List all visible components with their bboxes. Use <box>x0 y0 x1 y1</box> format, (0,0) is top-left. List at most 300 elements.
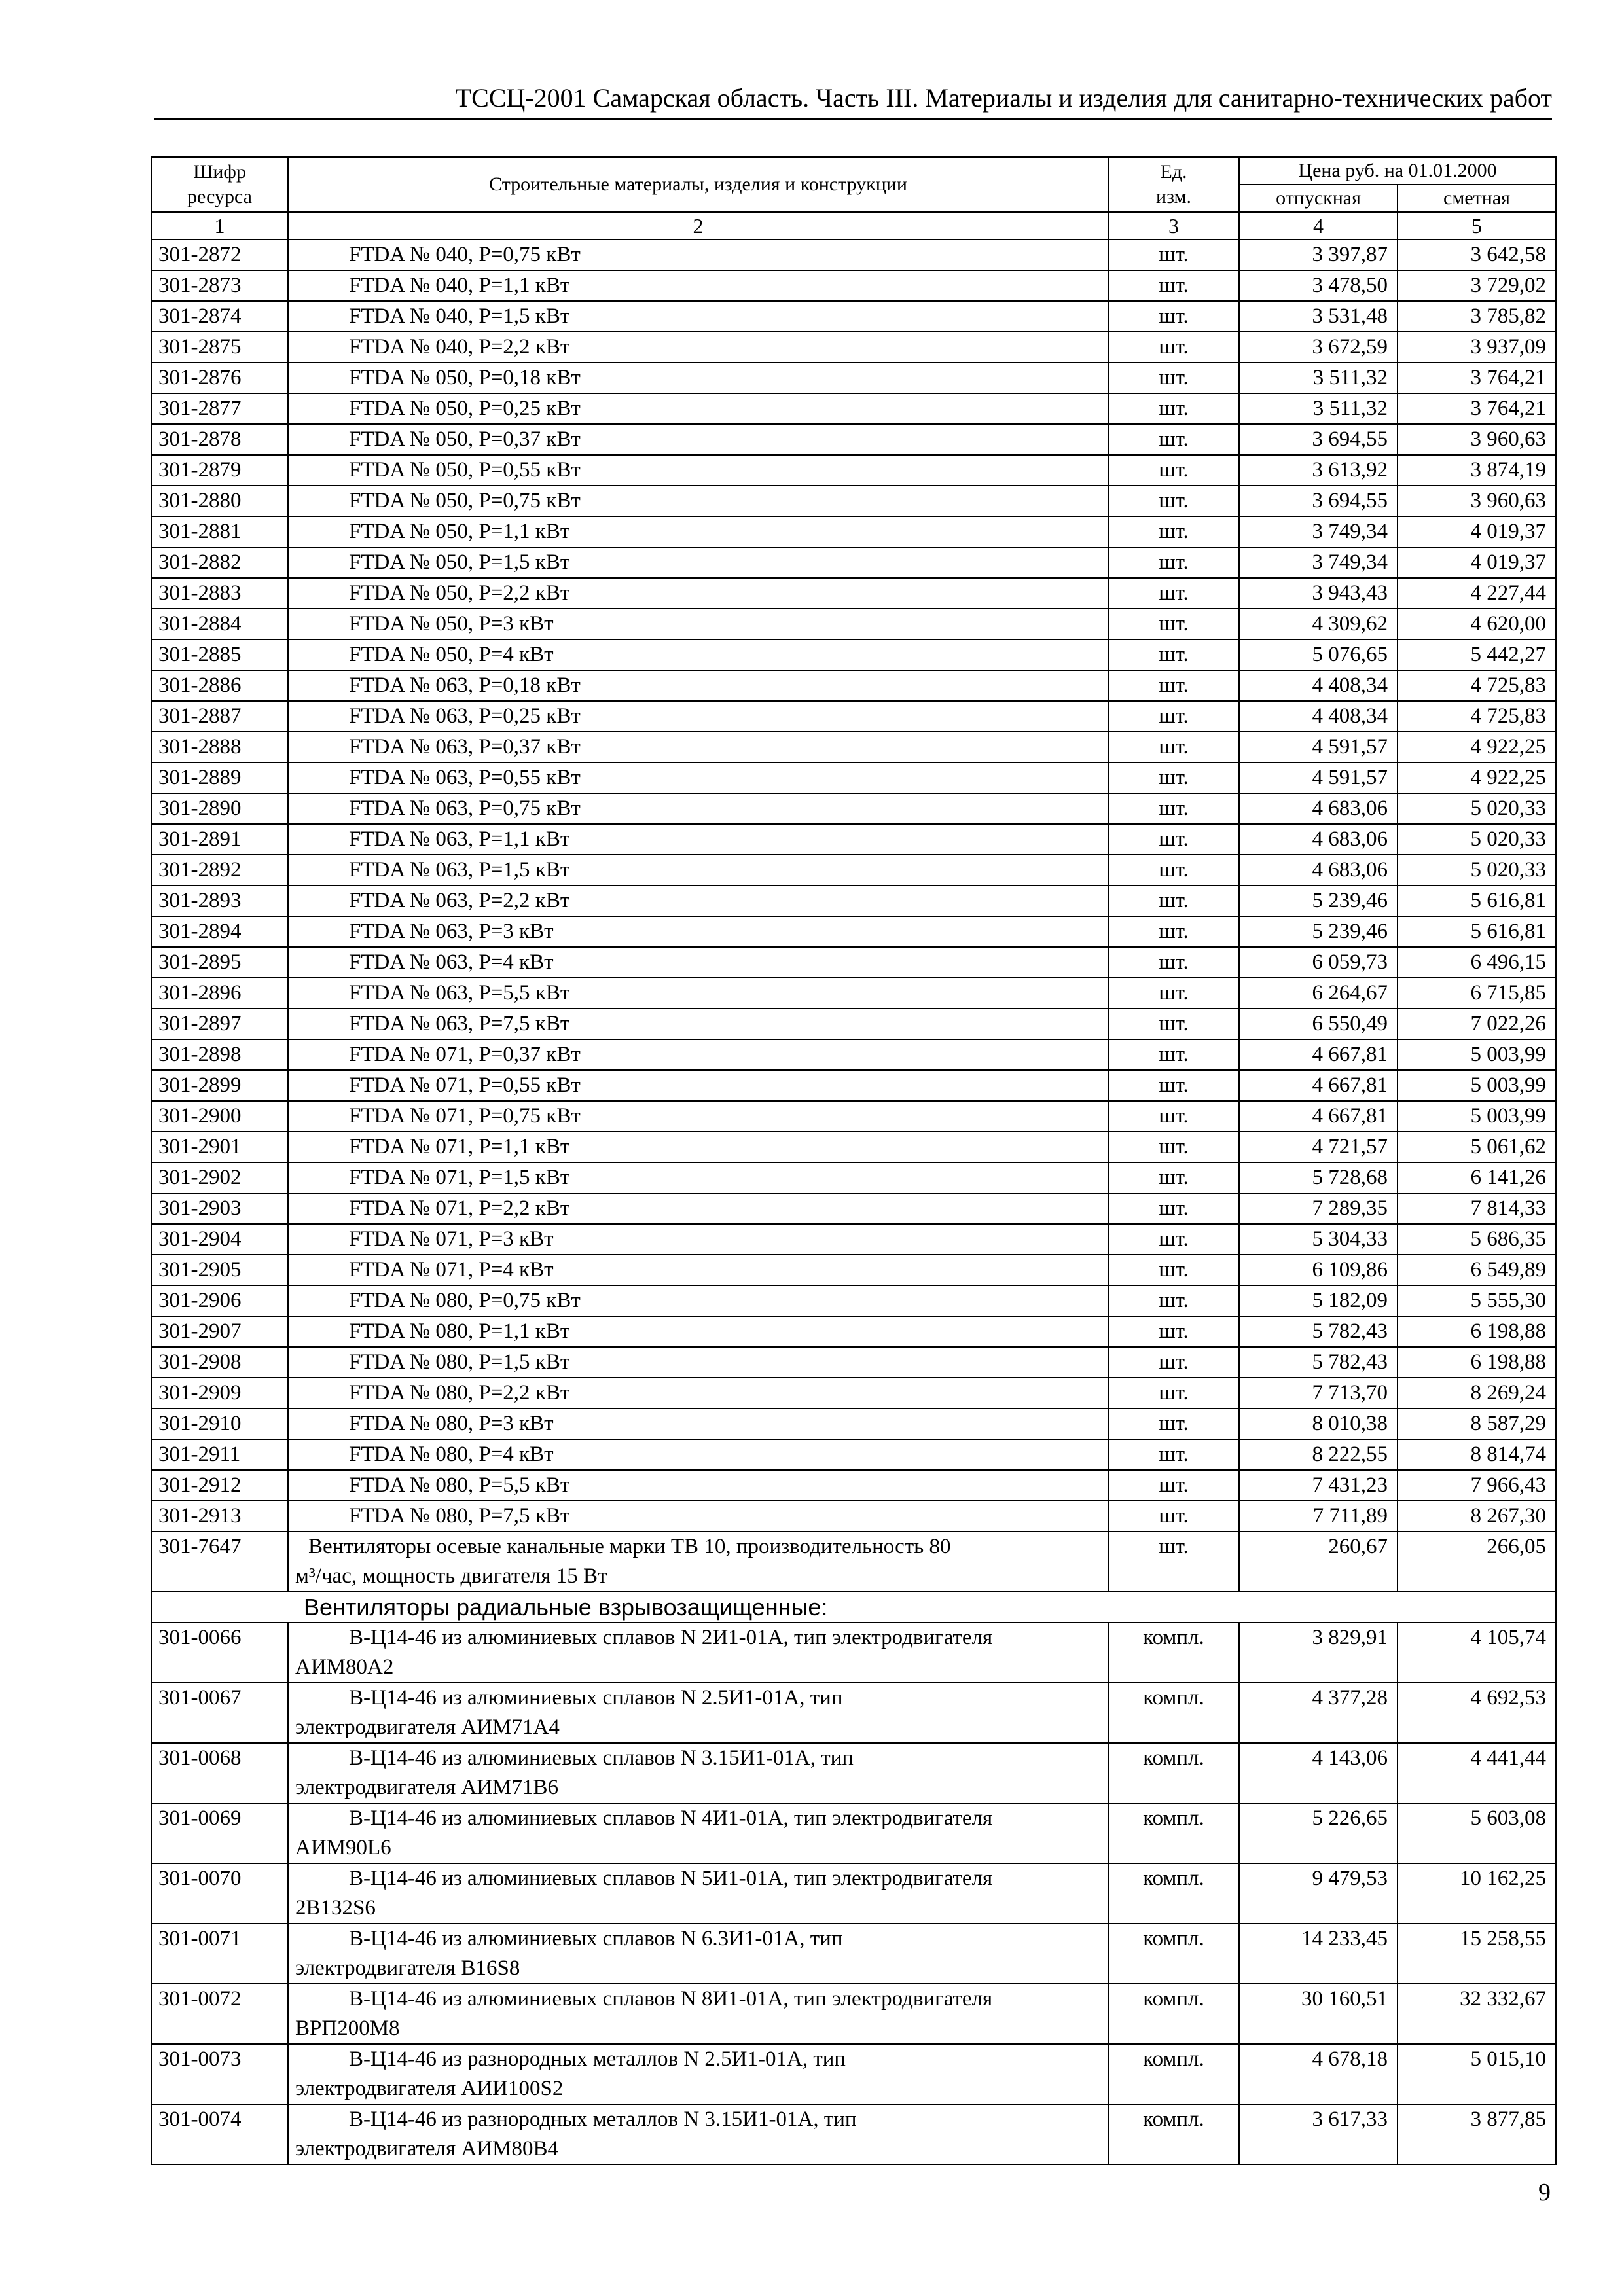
material-name-text: FTDA № 071, P=4 кВт <box>349 1258 554 1282</box>
material-name <box>288 1224 1108 1255</box>
estimate-price: 5 020,33 <box>1398 793 1556 824</box>
material-name-text: FTDA № 080, P=2,2 кВт <box>349 1381 570 1405</box>
unit: шт. <box>1108 240 1239 270</box>
unit: шт. <box>1108 455 1239 486</box>
release-price: 3 749,34 <box>1239 547 1398 578</box>
resource-code: 301-2906 <box>151 1285 288 1316</box>
estimate-price: 8 269,24 <box>1398 1378 1556 1408</box>
material-name-text: FTDA № 071, P=1,1 кВт <box>349 1135 570 1158</box>
material-name-text: FTDA № 050, P=0,25 кВт <box>349 397 581 420</box>
estimate-price: 6 715,85 <box>1398 978 1556 1009</box>
table-row-radial <box>151 1863 1556 1924</box>
release-price: 3 511,32 <box>1239 393 1398 424</box>
resource-code: 301-0066 <box>151 1623 288 1683</box>
estimate-price: 3 785,82 <box>1398 301 1556 332</box>
resource-code: 301-0074 <box>151 2104 288 2164</box>
material-name <box>288 670 1108 701</box>
table-row <box>151 1470 1556 1501</box>
material-name-text: FTDA № 080, P=3 кВт <box>349 1412 554 1435</box>
header-colnum-3: 3 <box>1108 212 1239 240</box>
material-name <box>288 393 1108 424</box>
material-name <box>288 1743 1108 1803</box>
table-row <box>151 1316 1556 1347</box>
unit: шт. <box>1108 639 1239 670</box>
header-code <box>151 157 288 212</box>
material-name <box>288 762 1108 793</box>
material-name-text: FTDA № 071, P=0,75 кВт <box>349 1104 581 1128</box>
material-name-text: FTDA № 071, P=0,37 кВт <box>349 1043 581 1066</box>
estimate-price: 7 966,43 <box>1398 1470 1556 1501</box>
unit: шт. <box>1108 916 1239 947</box>
unit: шт. <box>1108 1408 1239 1439</box>
release-price: 3 829,91 <box>1239 1623 1398 1683</box>
material-name-text: FTDA № 050, P=1,1 кВт <box>349 520 570 543</box>
header-unit <box>1108 157 1239 212</box>
material-name-text: FTDA № 050, P=0,18 кВт <box>349 366 581 389</box>
table-row <box>151 855 1556 886</box>
resource-code: 301-0069 <box>151 1803 288 1863</box>
table-row-radial <box>151 1984 1556 2044</box>
material-name <box>288 916 1108 947</box>
table-row <box>151 886 1556 916</box>
resource-code: 301-2908 <box>151 1347 288 1378</box>
table-row <box>151 332 1556 363</box>
material-name-line1: В-Ц14-46 из разнородных металлов N 2.5И1-01А, тип <box>349 2047 846 2071</box>
estimate-price: 8 814,74 <box>1398 1439 1556 1470</box>
material-name-text: FTDA № 071, P=0,55 кВт <box>349 1073 581 1097</box>
material-name <box>288 1984 1108 2044</box>
resource-code: 301-2899 <box>151 1070 288 1101</box>
material-name <box>288 1193 1108 1224</box>
estimate-price: 6 198,88 <box>1398 1316 1556 1347</box>
material-name-line1: В-Ц14-46 из алюминиевых сплавов N 3.15И1-01А, тип <box>349 1746 854 1770</box>
table-body <box>151 240 1556 2164</box>
header-price-release: отпускная <box>1239 185 1398 212</box>
table-row-radial <box>151 2104 1556 2164</box>
material-name-line1: В-Ц14-46 из алюминиевых сплавов N 8И1-01А, тип электродвигателя <box>349 1987 993 2011</box>
unit: шт. <box>1108 1039 1239 1070</box>
material-name <box>288 332 1108 363</box>
material-name <box>288 1863 1108 1924</box>
resource-code: 301-2883 <box>151 578 288 609</box>
estimate-price: 4 441,44 <box>1398 1743 1556 1803</box>
unit: шт. <box>1108 301 1239 332</box>
header-price-group: Цена руб. на 01.01.2000 <box>1239 157 1556 185</box>
resource-code: 301-2893 <box>151 886 288 916</box>
resource-code: 301-0072 <box>151 1984 288 2044</box>
material-name-text: FTDA № 050, P=2,2 кВт <box>349 581 570 605</box>
material-name-text: FTDA № 063, P=5,5 кВт <box>349 981 570 1005</box>
fan-name-line2: м³/час, мощность двигателя 15 Вт <box>295 1564 607 1588</box>
release-price: 4 591,57 <box>1239 762 1398 793</box>
release-price: 8 222,55 <box>1239 1439 1398 1470</box>
material-name <box>288 547 1108 578</box>
material-name-line2: электродвигателя АИМ71В6 <box>295 1776 558 1799</box>
material-name <box>288 947 1108 978</box>
material-name <box>288 1101 1108 1132</box>
resource-code: 301-2889 <box>151 762 288 793</box>
material-name <box>288 1501 1108 1532</box>
table-row-radial <box>151 1743 1556 1803</box>
material-name <box>288 1378 1108 1408</box>
material-name-text: FTDA № 040, P=1,5 кВт <box>349 304 570 328</box>
material-name <box>288 270 1108 301</box>
price-table <box>151 156 1557 2165</box>
table-row <box>151 578 1556 609</box>
resource-code: 301-2895 <box>151 947 288 978</box>
material-name <box>288 2104 1108 2164</box>
resource-code: 301-2874 <box>151 301 288 332</box>
unit: компл. <box>1108 1743 1239 1803</box>
table-row <box>151 1501 1556 1532</box>
fan-code: 301-7647 <box>151 1532 288 1592</box>
release-price: 6 264,67 <box>1239 978 1398 1009</box>
material-name <box>288 1803 1108 1863</box>
table-row <box>151 516 1556 547</box>
unit: шт. <box>1108 1162 1239 1193</box>
material-name-text: FTDA № 080, P=7,5 кВт <box>349 1504 570 1528</box>
table-header <box>151 157 1556 240</box>
material-name-line1: В-Ц14-46 из разнородных металлов N 3.15И1-01А, тип <box>349 2108 857 2131</box>
material-name <box>288 1623 1108 1683</box>
section-title: Вентиляторы радиальные взрывозащищенные: <box>151 1592 1556 1623</box>
fan-unit: шт. <box>1108 1532 1239 1592</box>
material-name <box>288 1408 1108 1439</box>
resource-code: 301-0070 <box>151 1863 288 1924</box>
unit: шт. <box>1108 486 1239 516</box>
estimate-price: 6 141,26 <box>1398 1162 1556 1193</box>
table-row <box>151 424 1556 455</box>
unit: шт. <box>1108 1009 1239 1039</box>
table-row <box>151 1255 1556 1285</box>
estimate-price: 5 686,35 <box>1398 1224 1556 1255</box>
resource-code: 301-2905 <box>151 1255 288 1285</box>
material-name <box>288 516 1108 547</box>
page-number: 9 <box>1538 2179 1551 2206</box>
resource-code: 301-0071 <box>151 1924 288 1984</box>
estimate-price: 5 015,10 <box>1398 2044 1556 2104</box>
resource-code: 301-0068 <box>151 1743 288 1803</box>
resource-code: 301-2902 <box>151 1162 288 1193</box>
release-price: 3 672,59 <box>1239 332 1398 363</box>
material-name <box>288 886 1108 916</box>
unit: шт. <box>1108 824 1239 855</box>
release-price: 6 109,86 <box>1239 1255 1398 1285</box>
estimate-price: 6 496,15 <box>1398 947 1556 978</box>
material-name <box>288 1132 1108 1162</box>
unit: шт. <box>1108 1070 1239 1101</box>
table-row <box>151 1347 1556 1378</box>
release-price: 3 943,43 <box>1239 578 1398 609</box>
header-rule <box>154 118 1552 120</box>
material-name-text: FTDA № 040, P=1,1 кВт <box>349 274 570 297</box>
unit: компл. <box>1108 1984 1239 2044</box>
table-row <box>151 1193 1556 1224</box>
header-colnum-4: 4 <box>1239 212 1398 240</box>
estimate-price: 5 020,33 <box>1398 824 1556 855</box>
table-row <box>151 270 1556 301</box>
material-name-text: FTDA № 080, P=1,5 кВт <box>349 1350 570 1374</box>
table-row <box>151 670 1556 701</box>
release-price: 5 182,09 <box>1239 1285 1398 1316</box>
material-name-text: FTDA № 063, P=0,25 кВт <box>349 704 581 728</box>
table-row <box>151 762 1556 793</box>
material-name-line1: В-Ц14-46 из алюминиевых сплавов N 6.3И1-01А, тип <box>349 1927 843 1950</box>
table-row <box>151 1039 1556 1070</box>
table-row <box>151 824 1556 855</box>
resource-code: 301-2872 <box>151 240 288 270</box>
fan-name <box>288 1532 1108 1592</box>
table-row <box>151 947 1556 978</box>
estimate-price: 5 616,81 <box>1398 886 1556 916</box>
material-name-line1: В-Ц14-46 из алюминиевых сплавов N 2И1-01А, тип электродвигателя <box>349 1626 993 1649</box>
resource-code: 301-2882 <box>151 547 288 578</box>
material-name <box>288 978 1108 1009</box>
table-row <box>151 916 1556 947</box>
fan-estimate-price: 266,05 <box>1398 1532 1556 1592</box>
release-price: 4 721,57 <box>1239 1132 1398 1162</box>
release-price: 4 143,06 <box>1239 1743 1398 1803</box>
material-name-text: FTDA № 063, P=3 кВт <box>349 920 554 943</box>
header-unit-line1: Ед. <box>1160 161 1187 183</box>
resource-code: 301-2896 <box>151 978 288 1009</box>
table-row <box>151 1132 1556 1162</box>
header-colnum-5: 5 <box>1398 212 1556 240</box>
material-name-text: FTDA № 050, P=0,75 кВт <box>349 489 581 512</box>
table-row <box>151 1224 1556 1255</box>
unit: компл. <box>1108 2104 1239 2164</box>
estimate-price: 5 003,99 <box>1398 1070 1556 1101</box>
material-name <box>288 1009 1108 1039</box>
header-colnum-1: 1 <box>151 212 288 240</box>
release-price: 3 531,48 <box>1239 301 1398 332</box>
table-row <box>151 1285 1556 1316</box>
resource-code: 301-2894 <box>151 916 288 947</box>
fan-release-price: 260,67 <box>1239 1532 1398 1592</box>
estimate-price: 4 227,44 <box>1398 578 1556 609</box>
resource-code: 301-2884 <box>151 609 288 639</box>
material-name-line1: В-Ц14-46 из алюминиевых сплавов N 4И1-01А, тип электродвигателя <box>349 1806 993 1830</box>
release-price: 4 667,81 <box>1239 1039 1398 1070</box>
estimate-price: 4 019,37 <box>1398 516 1556 547</box>
material-name-text: FTDA № 050, P=0,37 кВт <box>349 427 581 451</box>
estimate-price: 4 922,25 <box>1398 762 1556 793</box>
estimate-price: 5 003,99 <box>1398 1101 1556 1132</box>
unit: шт. <box>1108 1501 1239 1532</box>
table-row-radial <box>151 2044 1556 2104</box>
unit: шт. <box>1108 270 1239 301</box>
material-name-text: FTDA № 071, P=2,2 кВт <box>349 1196 570 1220</box>
unit: шт. <box>1108 393 1239 424</box>
material-name-text: FTDA № 063, P=2,2 кВт <box>349 889 570 912</box>
material-name-text: FTDA № 063, P=0,37 кВт <box>349 735 581 759</box>
material-name <box>288 2044 1108 2104</box>
material-name-line2: АИМ90L6 <box>295 1836 391 1859</box>
estimate-price: 3 764,21 <box>1398 363 1556 393</box>
unit: шт. <box>1108 1101 1239 1132</box>
unit: компл. <box>1108 1924 1239 1984</box>
resource-code: 301-2887 <box>151 701 288 732</box>
estimate-price: 4 620,00 <box>1398 609 1556 639</box>
unit: шт. <box>1108 1378 1239 1408</box>
table-row <box>151 1070 1556 1101</box>
material-name <box>288 793 1108 824</box>
resource-code: 301-2890 <box>151 793 288 824</box>
resource-code: 301-2911 <box>151 1439 288 1470</box>
resource-code: 301-2879 <box>151 455 288 486</box>
release-price: 6 059,73 <box>1239 947 1398 978</box>
release-price: 4 309,62 <box>1239 609 1398 639</box>
unit: шт. <box>1108 1316 1239 1347</box>
release-price: 4 683,06 <box>1239 793 1398 824</box>
unit: шт. <box>1108 732 1239 762</box>
estimate-price: 15 258,55 <box>1398 1924 1556 1984</box>
resource-code: 301-2886 <box>151 670 288 701</box>
estimate-price: 8 587,29 <box>1398 1408 1556 1439</box>
resource-code: 301-2900 <box>151 1101 288 1132</box>
unit: шт. <box>1108 1439 1239 1470</box>
material-name-line2: электродвигателя АИМ80В4 <box>295 2137 558 2161</box>
release-price: 6 550,49 <box>1239 1009 1398 1039</box>
resource-code: 301-2912 <box>151 1470 288 1501</box>
estimate-price: 3 960,63 <box>1398 424 1556 455</box>
material-name-text: FTDA № 063, P=0,18 кВт <box>349 673 581 697</box>
material-name <box>288 855 1108 886</box>
material-name <box>288 701 1108 732</box>
resource-code: 301-2910 <box>151 1408 288 1439</box>
unit: шт. <box>1108 793 1239 824</box>
release-price: 7 713,70 <box>1239 1378 1398 1408</box>
unit: шт. <box>1108 1132 1239 1162</box>
material-name <box>288 1316 1108 1347</box>
material-name-line2: электродвигателя АИИ100S2 <box>295 2077 564 2100</box>
estimate-price: 5 020,33 <box>1398 855 1556 886</box>
estimate-price: 4 692,53 <box>1398 1683 1556 1743</box>
resource-code: 301-2901 <box>151 1132 288 1162</box>
material-name-text: FTDA № 071, P=1,5 кВт <box>349 1166 570 1189</box>
material-name-text: FTDA № 080, P=1,1 кВт <box>349 1319 570 1343</box>
resource-code: 301-2877 <box>151 393 288 424</box>
table-row-radial <box>151 1683 1556 1743</box>
unit: шт. <box>1108 516 1239 547</box>
release-price: 5 304,33 <box>1239 1224 1398 1255</box>
table-row <box>151 486 1556 516</box>
estimate-price: 7 814,33 <box>1398 1193 1556 1224</box>
material-name-line1: В-Ц14-46 из алюминиевых сплавов N 2.5И1-01А, тип <box>349 1686 843 1710</box>
table-row <box>151 1408 1556 1439</box>
estimate-price: 5 442,27 <box>1398 639 1556 670</box>
material-name <box>288 424 1108 455</box>
table-row <box>151 793 1556 824</box>
table-row <box>151 609 1556 639</box>
material-name-text: FTDA № 040, P=2,2 кВт <box>349 335 570 359</box>
resource-code: 301-2878 <box>151 424 288 455</box>
material-name-text: FTDA № 063, P=0,75 кВт <box>349 797 581 820</box>
release-price: 5 782,43 <box>1239 1316 1398 1347</box>
estimate-price: 3 877,85 <box>1398 2104 1556 2164</box>
header-unit-line2: изм. <box>1156 186 1191 207</box>
release-price: 3 511,32 <box>1239 363 1398 393</box>
release-price: 5 226,65 <box>1239 1803 1398 1863</box>
material-name <box>288 1285 1108 1316</box>
release-price: 4 678,18 <box>1239 2044 1398 2104</box>
material-name-line2: 2В132S6 <box>295 1896 376 1920</box>
table-row <box>151 1162 1556 1193</box>
material-name <box>288 1439 1108 1470</box>
estimate-price: 4 725,83 <box>1398 701 1556 732</box>
material-name <box>288 609 1108 639</box>
release-price: 5 239,46 <box>1239 886 1398 916</box>
material-name-text: FTDA № 050, P=1,5 кВт <box>349 550 570 574</box>
material-name-text: FTDA № 063, P=4 кВт <box>349 950 554 974</box>
table-row <box>151 1378 1556 1408</box>
resource-code: 301-2881 <box>151 516 288 547</box>
resource-code: 301-2876 <box>151 363 288 393</box>
unit: компл. <box>1108 1683 1239 1743</box>
table-row <box>151 1439 1556 1470</box>
unit: шт. <box>1108 332 1239 363</box>
material-name-line1: В-Ц14-46 из алюминиевых сплавов N 5И1-01А, тип электродвигателя <box>349 1867 993 1890</box>
table-row-radial <box>151 1924 1556 1984</box>
table-row <box>151 1101 1556 1132</box>
estimate-price: 6 198,88 <box>1398 1347 1556 1378</box>
material-name-text: FTDA № 050, P=0,55 кВт <box>349 458 581 482</box>
unit: компл. <box>1108 1803 1239 1863</box>
unit: шт. <box>1108 1347 1239 1378</box>
release-price: 4 667,81 <box>1239 1101 1398 1132</box>
table-row-fan <box>151 1532 1556 1592</box>
unit: шт. <box>1108 762 1239 793</box>
material-name-text: FTDA № 050, P=3 кВт <box>349 612 554 636</box>
table-row-radial <box>151 1623 1556 1683</box>
release-price: 14 233,45 <box>1239 1924 1398 1984</box>
unit: шт. <box>1108 363 1239 393</box>
table-row <box>151 732 1556 762</box>
material-name <box>288 578 1108 609</box>
release-price: 3 749,34 <box>1239 516 1398 547</box>
estimate-price: 4 019,37 <box>1398 547 1556 578</box>
header-code-line1: Шифр <box>193 161 246 183</box>
resource-code: 301-0073 <box>151 2044 288 2104</box>
table-row <box>151 639 1556 670</box>
header-colnum-2: 2 <box>288 212 1108 240</box>
material-name <box>288 363 1108 393</box>
unit: шт. <box>1108 578 1239 609</box>
resource-code: 301-2875 <box>151 332 288 363</box>
estimate-price: 3 729,02 <box>1398 270 1556 301</box>
material-name <box>288 240 1108 270</box>
material-name <box>288 486 1108 516</box>
resource-code: 301-2873 <box>151 270 288 301</box>
table-row-radial <box>151 1803 1556 1863</box>
unit: шт. <box>1108 424 1239 455</box>
release-price: 3 617,33 <box>1239 2104 1398 2164</box>
resource-code: 301-2904 <box>151 1224 288 1255</box>
release-price: 4 377,28 <box>1239 1683 1398 1743</box>
material-name-line2: электродвигателя АИМ71А4 <box>295 1715 560 1739</box>
estimate-price: 5 061,62 <box>1398 1132 1556 1162</box>
material-name <box>288 1039 1108 1070</box>
resource-code: 301-2903 <box>151 1193 288 1224</box>
table-row <box>151 363 1556 393</box>
section-row <box>151 1592 1556 1623</box>
release-price: 5 076,65 <box>1239 639 1398 670</box>
unit: шт. <box>1108 701 1239 732</box>
estimate-price: 4 922,25 <box>1398 732 1556 762</box>
unit: шт. <box>1108 947 1239 978</box>
unit: шт. <box>1108 670 1239 701</box>
estimate-price: 3 642,58 <box>1398 240 1556 270</box>
